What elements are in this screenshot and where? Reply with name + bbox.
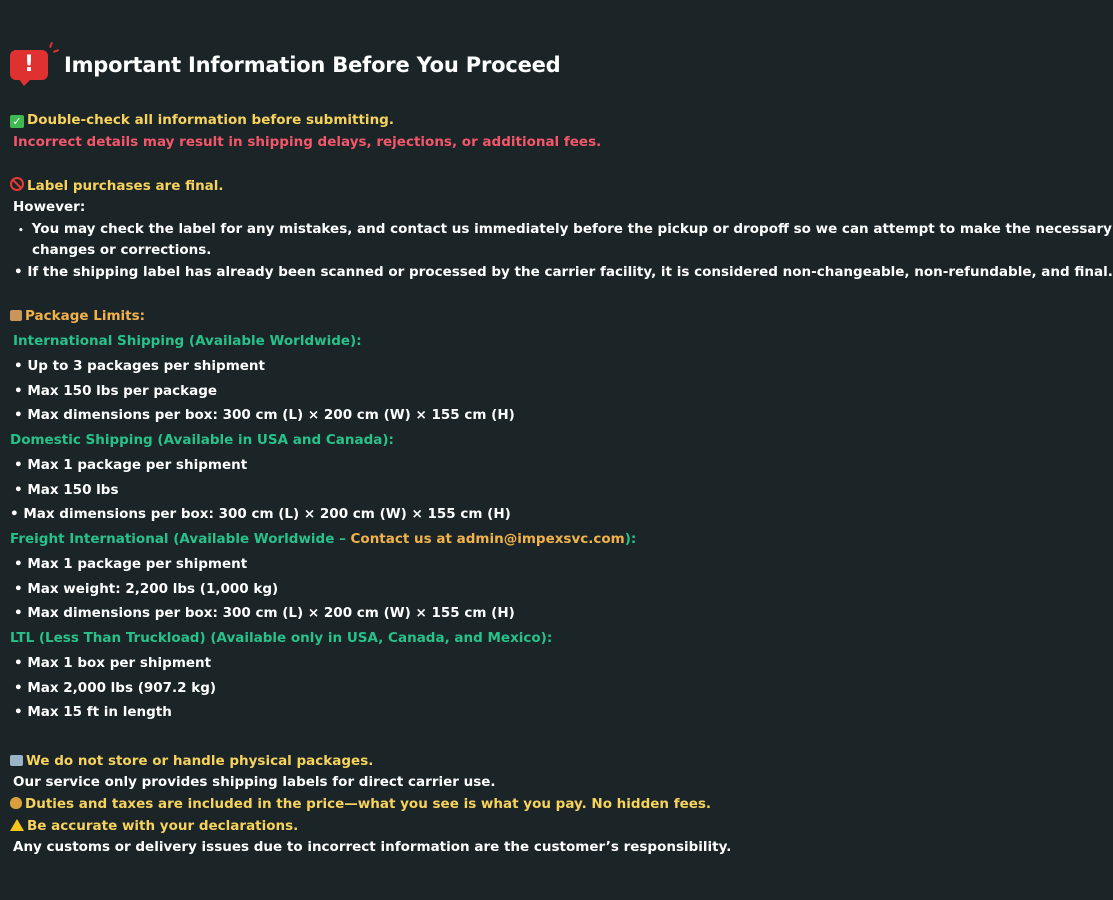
list-item: • Max dimensions per box: 300 cm (L) × 200 cm (W) × 155 cm (H) [14, 407, 515, 423]
page-header [10, 42, 561, 88]
list-item: • Max 150 lbs [14, 482, 119, 498]
list-item: • Max weight: 2,200 lbs (1,000 kg) [14, 581, 279, 597]
alert-speech-bubble-icon: ! [10, 42, 56, 88]
accuracy-detail: Any customs or delivery issues due to incorrect information are the customer’s responsibility. [13, 839, 732, 855]
contact-email-link[interactable]: Contact us at admin@impexsvc.com [350, 531, 625, 547]
list-item: • Max 1 box per shipment [14, 655, 212, 671]
money-bag-icon [10, 797, 22, 809]
no-entry-icon [10, 177, 24, 191]
label-final-heading: Label purchases are final. [10, 177, 224, 194]
page-title: Important Information Before You Proceed [64, 53, 561, 77]
domestic-title: Domestic Shipping (Available in USA and Canada): [10, 432, 394, 448]
however-label: However: [13, 199, 86, 215]
double-check-detail: Incorrect details may result in shipping delays, rejections, or additional fees. [13, 134, 602, 150]
no-storage-heading: We do not store or handle physical packages. [10, 753, 373, 769]
list-item: • Max 15 ft in length [14, 704, 172, 720]
package-icon [10, 310, 22, 321]
duties-heading: Duties and taxes are included in the price—what you see is what you pay. No hidden fees. [10, 796, 711, 812]
double-check-heading: ✓ Double-check all information before submitting. [10, 112, 394, 128]
international-title: International Shipping (Available Worldwide): [13, 333, 362, 349]
package-limits-heading: Package Limits: [10, 308, 145, 324]
label-final-bullet-2: • If the shipping label has already been scanned or processed by the carrier facility, it is considered non-changeable, non-refundable, and final. [14, 264, 1113, 280]
freight-title: Freight International (Available Worldwide – Contact us at admin@impexsvc.com): [10, 531, 637, 547]
ltl-title: LTL (Less Than Truckload) (Available only in USA, Canada, and Mexico): [10, 630, 553, 646]
label-final-bullet-1: • You may check the label for any mistakes, and contact us immediately before the pickup or dropoff so we can attempt to make the necessary [18, 221, 1112, 237]
list-item: • Max dimensions per box: 300 cm (L) × 200 cm (W) × 155 cm (H) [14, 605, 515, 621]
check-mark-icon: ✓ [10, 115, 24, 128]
list-item: • Max 1 package per shipment [14, 457, 248, 473]
list-item: • Max 2,000 lbs (907.2 kg) [14, 680, 217, 696]
warning-icon [10, 819, 24, 831]
accuracy-heading: Be accurate with your declarations. [10, 818, 298, 834]
list-item: • Up to 3 packages per shipment [14, 358, 265, 374]
list-item: • Max dimensions per box: 300 cm (L) × 200 cm (W) × 155 cm (H) [10, 506, 511, 522]
list-item: • Max 150 lbs per package [14, 383, 218, 399]
bank-building-icon [10, 755, 23, 766]
label-final-bullet-1-cont: changes or corrections. [32, 242, 212, 258]
no-storage-detail: Our service only provides shipping labels for direct carrier use. [13, 774, 496, 790]
list-item: • Max 1 package per shipment [14, 556, 248, 572]
